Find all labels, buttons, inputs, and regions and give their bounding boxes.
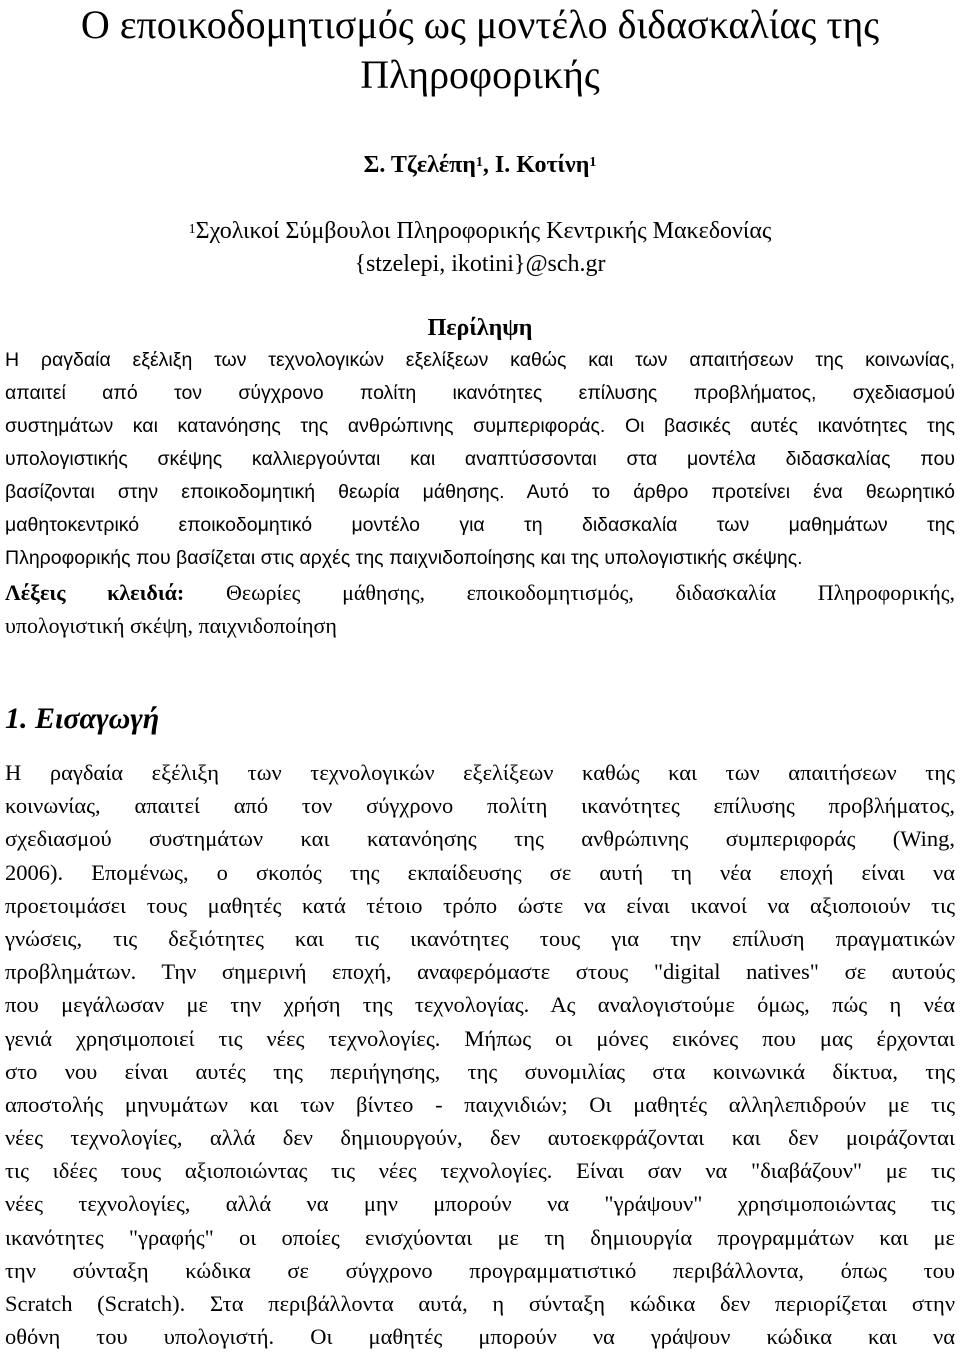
intro-line: που μεγάλωσαν με την χρήση της τεχνολογίας. Ας αναλογιστούμε όμως, πώς η νέα xyxy=(5,992,955,1018)
affiliation-marker: 1 xyxy=(188,222,196,237)
intro-line: προετοιμάσει τους μαθητές κατά τέτοιο τρόπο ώστε να είναι ικανοί να αξιοποιούν τις xyxy=(5,892,955,918)
author-name: Ι. Κοτίνη xyxy=(494,152,590,178)
intro-line: Η ραγδαία εξέλιξη των τεχνολογικών εξελίξεων καθώς και των απαιτήσεων της xyxy=(5,760,955,785)
abstract-body xyxy=(5,344,955,575)
keywords-line xyxy=(5,576,955,609)
intro-line: Scratch (Scratch). Στα περιβάλλοντα αυτά, η σύνταξη κώδικα δεν περιορίζεται στην xyxy=(5,1291,955,1316)
author-name: Σ. Τζελέπη xyxy=(363,152,476,178)
keywords-line: υπολογιστική σκέψη, παιχνιδοποίηση xyxy=(5,613,337,638)
intro-line: γνώσεις, τις δεξιότητες και τις ικανότητες τους για την επίλυση πραγματικών xyxy=(5,925,955,951)
abstract-line: Πληροφορικής που βασίζεται στις αρχές της παιχνιδοποίησης και της υπολογιστικής σκέψης. xyxy=(5,547,803,569)
title-line: Ο εποικοδομητισμός ως μοντέλο διδασκαλίας της xyxy=(80,2,880,47)
authors xyxy=(0,149,960,181)
abstract-line: συστημάτων και κατανόησης της ανθρώπινης συμπεριφοράς. Οι βασικές αυτές ικανότητες της xyxy=(5,415,955,437)
intro-line: κοινωνίας, απαιτεί από τον σύγχρονο πολίτη ικανότητες επίλυσης προβλήματος, xyxy=(5,793,955,819)
intro-line: στο νου είναι αυτές της περιήγησης, της συνομιλίας στα κοινωνικά δίκτυα, της xyxy=(5,1058,955,1084)
keywords xyxy=(5,576,955,642)
intro-line: σχεδιασμού συστημάτων και κατανόησης της ανθρώπινης συμπεριφοράς (Wing, xyxy=(5,826,955,852)
affiliation-text: Σχολικοί Σύμβουλοι Πληροφορικής Κεντρικής Μακεδονίας xyxy=(195,218,772,244)
intro-line: τις ιδέες τους αξιοποιώντας τις νέες τεχνολογίες. Είναι σαν να "διαβάζουν" με τις xyxy=(5,1158,955,1184)
intro-line: 2006). Επομένως, ο σκοπός της εκπαίδευσης σε αυτή τη νέα εποχή είναι να xyxy=(5,859,955,885)
intro-line: νέες τεχνολογίες, αλλά δεν δημιουργούν, δεν αυτοεκφράζονται και δεν μοιράζονται xyxy=(5,1125,955,1151)
abstract-heading: Περίληψη xyxy=(427,315,533,341)
affiliation xyxy=(0,215,960,281)
keywords-label: Λέξεις κλειδιά: xyxy=(5,580,185,605)
affiliation-marker: 1 xyxy=(475,155,483,170)
affiliation-marker: 1 xyxy=(589,155,597,170)
intro-line: ικανότητες "γραφής" οι οποίες ενισχύονται με τη δημιουργία προγραμμάτων και με xyxy=(5,1224,955,1250)
abstract-line: Η ραγδαία εξέλιξη των τεχνολογικών εξελίξεων καθώς και των απαιτήσεων της κοινωνίας, xyxy=(5,349,955,371)
author-separator: , xyxy=(482,152,495,178)
abstract-line: απαιτεί από τον σύγχρονο πολίτη ικανότητες επίλυσης προβλήματος, σχεδιασμού xyxy=(5,382,955,404)
intro-line: αποστολής μηνυμάτων και των βίντεο - παιχνιδιών; Οι μαθητές αλληλεπιδρούν με τις xyxy=(5,1091,955,1117)
title-line: Πληροφορικής xyxy=(360,52,600,97)
paper-title xyxy=(0,0,960,100)
intro-line: προβλημάτων. Την σημερινή εποχή, αναφερόμαστε στους "digital natives" σε αυτούς xyxy=(5,959,955,985)
intro-body xyxy=(5,756,955,1353)
abstract-line: βασίζονται στην εποικοδομητική θεωρία μάθησης. Αυτό το άρθρο προτείνει ένα θεωρητικό xyxy=(5,481,955,503)
keywords-text: Θεωρίες μάθησης, εποικοδομητισμός, διδασκαλία Πληροφορικής, xyxy=(225,580,955,605)
intro-line: γενιά χρησιμοποιεί τις νέες τεχνολογίες. Μήπως οι μόνες εικόνες που μας έρχονται xyxy=(5,1025,955,1051)
abstract-line: μαθητοκεντρικό εποικοδομητικό μοντέλο για τη διδασκαλία των μαθημάτων της xyxy=(5,514,955,536)
intro-line: νέες τεχνολογίες, αλλά να μην μπορούν να "γράψουν" χρησιμοποιώντας τις xyxy=(5,1191,955,1217)
intro-line: οθόνη του υπολογιστή. Οι μαθητές μπορούν να γράψουν κώδικα και να xyxy=(5,1324,955,1350)
abstract-line: υπολογιστικής σκέψης καλλιεργούνται και αναπτύσσονται στα μοντέλα διδασκαλίας που xyxy=(5,448,955,470)
author-emails: {stzelepi, ikotini}@sch.gr xyxy=(354,251,606,277)
intro-line: την σύνταξη κώδικα σε σύγχρονο προγραμματιστικό περιβάλλοντα, όπως του xyxy=(5,1257,955,1283)
section-heading: 1. Εισαγωγή xyxy=(5,702,160,735)
